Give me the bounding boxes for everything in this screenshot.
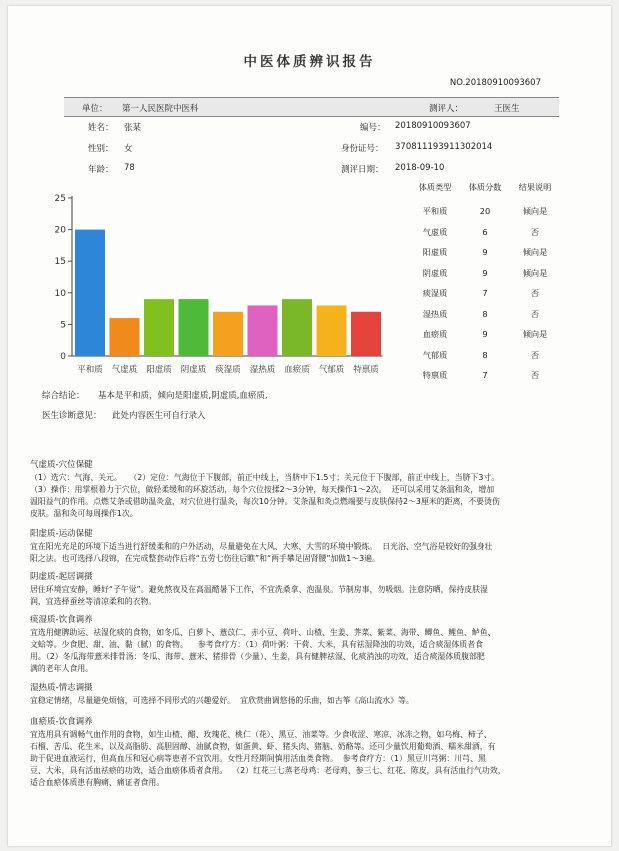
x-tick-label: 特禀质 [353, 365, 379, 375]
score-table-row [411, 329, 561, 343]
section-text-xueyu: 宜选用具有调畅气血作用的食物，如生山楂、醋、玫瑰花、桃仁（花）、黑豆、油菜等。少食收涩、寒凉、冰冻之物，如乌梅、柿子、 石榴、苦瓜、花生米，以及高脂肪、高胆固醇、油腻食物，如蛋黄、虾、猪头肉、猪脑、奶酪等。还可少量饮用葡萄酒、糯米甜酒，有 助于促进血液运行，但高血压和冠心病等患者不宜饮用。女性月经期间慎用活血类食物。 参考食疗方：（1）黑豆川芎粥：川芎、黑 豆、大米，具有活血祛瘀的功效，适合血瘀体质者食用。 （2）红花三七蒸老母鸡：老母鸡、参三七、红花、陈皮，具有活血行气功效， 适合血瘀体质患有胸痛、痛证者食用。 [30, 730, 506, 787]
score-table-row [411, 227, 561, 241]
bar-6 [248, 305, 278, 356]
score-table-row [411, 247, 561, 261]
x-tick-label: 痰湿质 [215, 365, 241, 375]
reviewer-value: 王医生 [494, 104, 520, 114]
score-value-cell: 8 [482, 308, 488, 319]
section-text-shire: 宜稳定情绪，尽量避免烦恼，可选择不同形式的兴趣爱好。 宜欣赏曲调悠扬的乐曲，如古筝《高山流水》等。 [30, 696, 414, 705]
score-table-row [411, 288, 561, 302]
conclusion-label: 综合结论： [42, 391, 85, 401]
score-result-cell: 倾向是 [522, 247, 548, 257]
date-label: 测评日期： [341, 165, 384, 175]
score-result-cell: 倾向是 [522, 206, 548, 216]
bar-3 [144, 299, 174, 356]
bar-4 [179, 299, 209, 356]
score-table-header-result: 结果说明 [518, 182, 552, 192]
reviewer-label: 测评人： [429, 104, 464, 114]
x-tick-label: 平和质 [77, 365, 103, 375]
score-result-cell: 否 [530, 349, 540, 360]
date-value: 2018-09-10 [395, 163, 445, 173]
y-tick-label: 10 [54, 288, 66, 299]
x-tick-label: 气虚质 [111, 365, 138, 375]
score-type-cell: 平和质 [422, 206, 448, 216]
id-label: 编号： [360, 123, 386, 133]
y-tick-label: 25 [54, 194, 66, 204]
x-tick-label: 气郁质 [318, 365, 345, 375]
x-tick-label: 湿热质 [249, 365, 276, 375]
section-text-qixu: （1）选穴：气海、关元。 （2）定位：气海位于下腹部，前正中线上，当脐中下1.5寸；关元位于下腹部，前正中线上，当脐下3寸。 （3）操作：用掌根着力于穴位，做轻柔缓和的环旋活动，每个穴位按揉2～3分钟，每天操作1～2次。 还可以采用艾条温和灸，增加 温阳益气的作用。点燃艾条或借助温灸盒，对穴位进行温灸，每次10分钟。艾条温和灸点燃端要与皮肤保持2～3厘米的距离，不要烫伤 皮肤。温和灸可每周操作1次。 [30, 473, 500, 518]
score-result-cell: 否 [530, 288, 540, 298]
score-table-header [411, 182, 561, 196]
section-heading-yangxu: 阳虚质-运动保健 [30, 529, 93, 539]
score-table-header-score: 体质分数 [468, 182, 502, 192]
age-label: 年龄： [88, 165, 114, 175]
section-heading-qixu: 气虚质-穴位保健 [30, 460, 93, 470]
doctor-note-label: 医生诊断意见： [42, 411, 102, 421]
score-type-cell: 特禀质 [422, 370, 448, 380]
bar-8 [317, 305, 347, 356]
section-heading-yinxu: 阴虚质-起居调摄 [30, 572, 93, 582]
score-result-cell: 否 [530, 370, 540, 380]
score-type-cell: 气虚质 [422, 226, 448, 237]
score-type-cell: 阳虚质 [422, 247, 448, 257]
gender-value: 女 [124, 144, 133, 154]
section-heading-shire: 湿热质-情志调摄 [30, 683, 93, 693]
score-value-cell: 20 [479, 206, 491, 216]
section-heading-tanshi: 痰湿质-饮食调养 [30, 615, 93, 625]
bar-5 [213, 312, 243, 356]
score-table-row [411, 350, 561, 364]
bar-2 [110, 318, 140, 356]
idcard-label: 身份证号： [341, 144, 384, 154]
report-page [8, 6, 611, 846]
age-value: 78 [124, 163, 135, 173]
score-table-row [411, 206, 561, 220]
doctor-note-value: 此处内容医生可自行录入 [112, 411, 206, 421]
report-title: 中医体质辨识报告 [243, 54, 376, 70]
score-type-cell: 湿热质 [422, 308, 448, 319]
id-value: 20180910093607 [395, 121, 471, 131]
conclusion-value: 基本是平和质，倾向是阳虚质,阴虚质,血瘀质, [98, 391, 268, 401]
gender-label: 性别： [88, 144, 114, 154]
score-value-cell: 9 [482, 247, 488, 257]
score-value-cell: 7 [482, 370, 488, 380]
y-tick-label: 0 [60, 352, 66, 362]
y-tick-label: 20 [54, 225, 66, 236]
score-value-cell: 8 [482, 349, 488, 360]
idcard-value: 370811193911302014 [395, 142, 493, 152]
score-table-row [411, 268, 561, 282]
unit-label: 单位： [82, 104, 108, 114]
score-table-header-type: 体质类型 [418, 182, 452, 192]
name-value: 张某 [124, 123, 142, 133]
bar-7 [282, 299, 312, 356]
y-tick-label: 5 [60, 320, 66, 331]
score-result-cell: 倾向是 [522, 267, 548, 278]
unit-value: 第一人民医院中医科 [122, 104, 199, 114]
section-text-yangxu: 宜在阳光充足的环境下适当进行舒缓柔和的户外活动，尽量避免在大风、大寒、大雪的环境中锻炼。 日光浴、空气浴是较好的强身壮 阳之法。也可选择八段锦，在完成整套动作后将“五劳七伤往后瞧”和“两手攀足固肾腰”加做1～3遍。 [30, 542, 493, 563]
score-type-cell: 阴虚质 [422, 267, 448, 278]
score-value-cell: 7 [482, 288, 488, 298]
score-type-cell: 血瘀质 [422, 329, 448, 339]
x-tick-label: 阳虚质 [146, 365, 172, 375]
score-value-cell: 6 [482, 226, 488, 237]
section-heading-xueyu: 血瘀质-饮食调养 [30, 717, 93, 727]
score-result-cell: 否 [530, 308, 540, 319]
score-type-cell: 气郁质 [422, 349, 448, 360]
score-type-cell: 痰湿质 [422, 288, 448, 298]
constitution-bar-chart [54, 186, 402, 386]
y-tick-label: 15 [54, 257, 66, 268]
report-number: NO.20180910093607 [449, 78, 541, 88]
score-value-cell: 9 [482, 329, 488, 339]
header-bar [64, 97, 559, 117]
section-text-tanshi: 宜选用健脾助运、祛湿化痰的食物，如冬瓜、白萝卜、薏苡仁、赤小豆、荷叶、山楂、生姜、荠菜、紫菜、海带、鲫鱼、鲤鱼、鲈鱼、 文蛤等。少食肥、甜、油、黏（腻）的食物。 参考食疗方：（1）荷叶粥：干荷、大米，具有祛湿降浊的功效，适合痰湿体质者食 用。（2）冬瓜海带薏米排骨汤：冬瓜、海带、薏米、猪排骨（少量）、生姜，具有健脾祛湿、化痰消浊的功效，适合痰湿体质腹部肥 满的老年人食用。 [30, 628, 496, 673]
score-result-cell: 倾向是 [522, 329, 548, 339]
score-result-cell: 否 [530, 226, 540, 237]
score-table-row [411, 370, 561, 384]
x-tick-label: 阴虚质 [180, 365, 207, 375]
bar-9 [351, 312, 381, 356]
score-value-cell: 9 [482, 267, 488, 278]
name-label: 姓名： [88, 123, 114, 133]
x-tick-label: 血瘀质 [284, 365, 310, 375]
score-table-row [411, 309, 561, 323]
section-text-yinxu: 居住环境宜安静，睡好“子午觉”。避免熬夜及在高温酷暑下工作，不宜洗桑拿、泡温泉。节制房事，勿吸烟。注意防晒，保持皮肤湿 润，宜选择蚕丝等清凉柔和的衣物。 [30, 585, 488, 606]
bar-1 [75, 230, 105, 356]
